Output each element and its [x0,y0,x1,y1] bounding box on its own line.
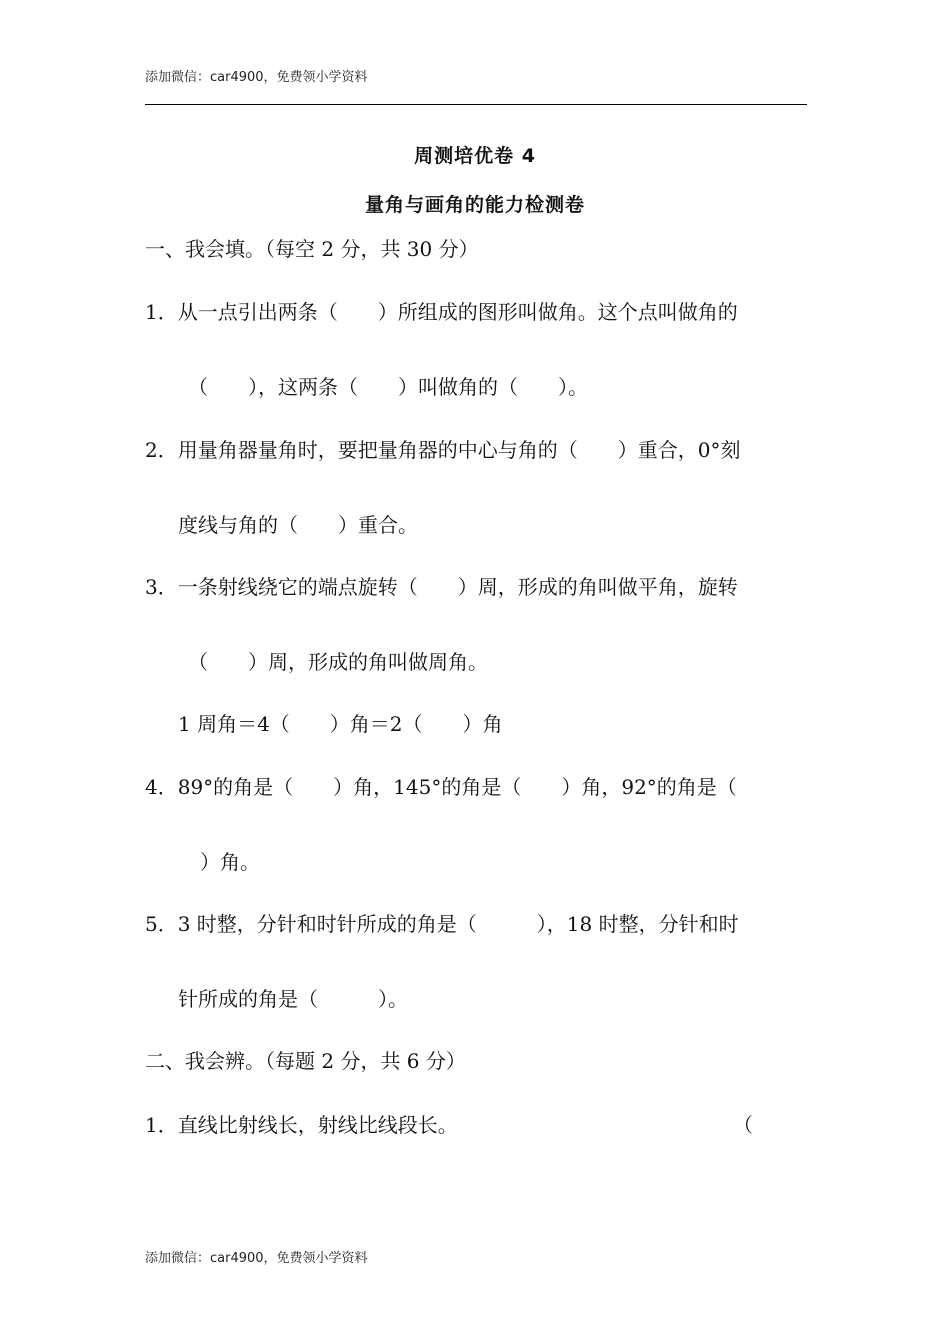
question-5-line-2: 针所成的角是（ ）。 [178,987,408,1011]
section-1-heading: 一、我会填。（每空 2 分，共 30 分） [145,237,479,261]
question-4-line-2: ）角。 [200,850,260,874]
question-1-line-2: （ ），这两条（ ）叫做角的（ ）。 [188,375,588,399]
section-2-question-1: 1．直线比射线长，射线比线段长。 [145,1113,458,1137]
question-3-line-3: 1 周角＝4（ ）角＝2（ ）角 [178,712,503,736]
question-1-line-1: 1．从一点引出两条（ ）所组成的图形叫做角。这个点叫做角的 [145,300,738,324]
footer-note: 添加微信：car4900，免费领小学资料 [145,1251,368,1266]
question-5-line-1: 5．3 时整，分针和时针所成的角是（ ），18 时整，分针和时 [145,912,739,936]
question-3-line-1: 3．一条射线绕它的端点旋转（ ）周，形成的角叫做平角，旋转 [145,575,738,599]
header-divider [145,104,807,105]
section-2-heading: 二、我会辨。（每题 2 分，共 6 分） [145,1049,466,1073]
page-subtitle: 量角与画角的能力检测卷 [364,194,585,216]
answer-parenthesis: （ [733,1113,753,1137]
question-3-line-2: （ ）周，形成的角叫做周角。 [188,650,488,674]
question-4-line-1: 4．89°的角是（ ）角，145°的角是（ ）角，92°的角是（ [145,775,737,799]
header-note: 添加微信：car4900，免费领小学资料 [145,70,368,85]
question-2-line-1: 2．用量角器量角时，要把量角器的中心与角的（ ）重合，0°刻 [145,438,741,462]
page-title: 周测培优卷 4 [414,145,536,167]
question-2-line-2: 度线与角的（ ）重合。 [178,513,418,537]
